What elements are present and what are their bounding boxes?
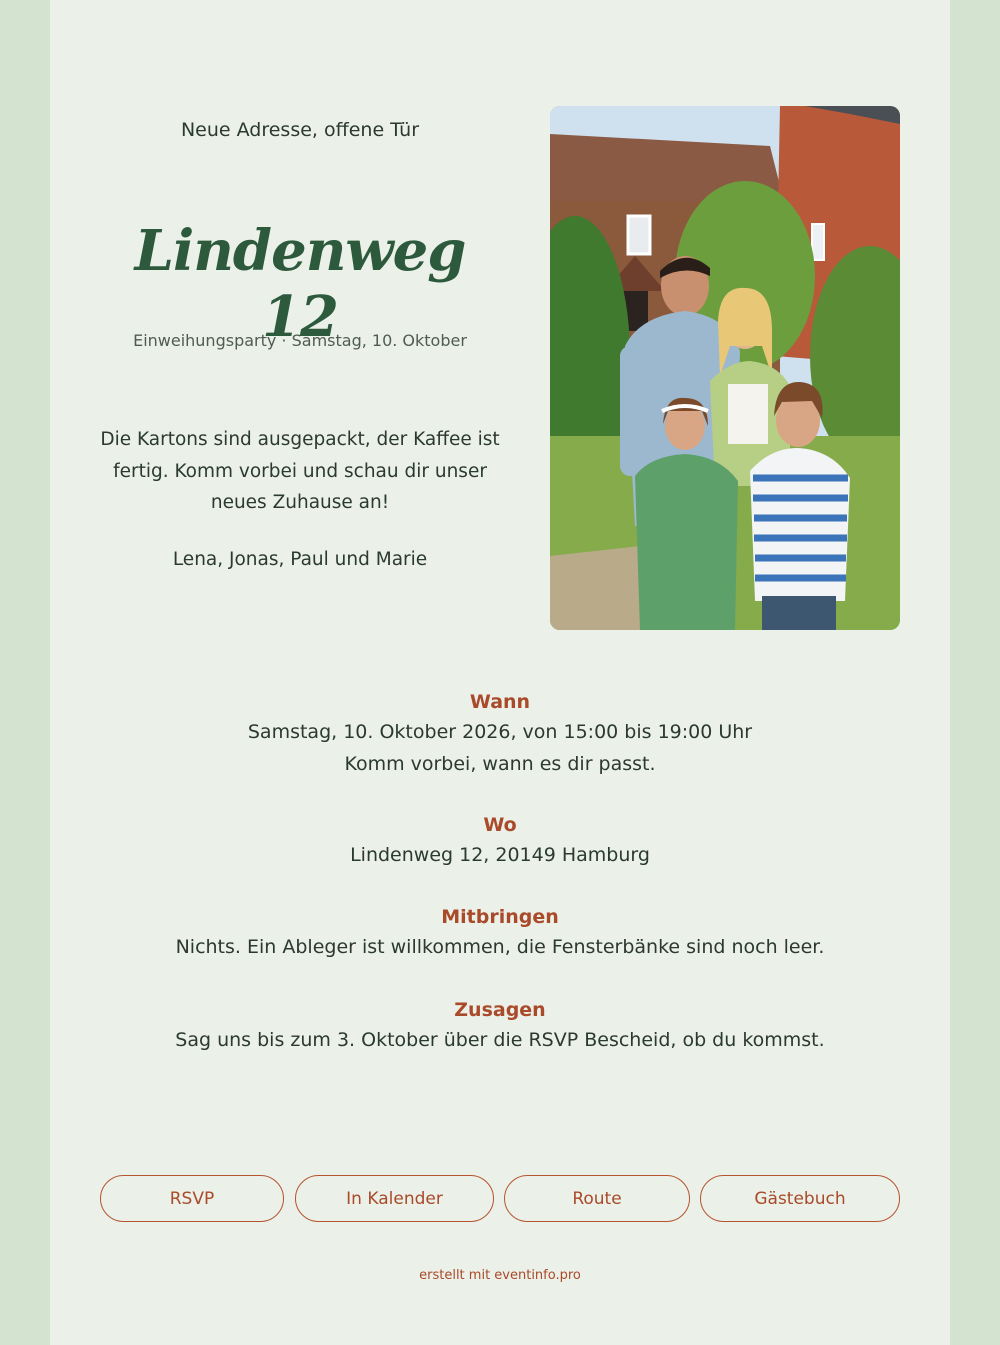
rsvp-section: [50, 996, 950, 1056]
where-heading: Wo: [483, 814, 517, 836]
footer-credit[interactable]: erstellt mit eventinfo.pro: [419, 1268, 581, 1283]
bring-text: Nichts. Ein Ableger ist willkommen, die Fensterbänke sind noch leer.: [175, 936, 825, 958]
when-note: Komm vorbei, wann es dir passt.: [344, 753, 656, 775]
hero-section: [50, 0, 950, 660]
bring-section: [50, 903, 950, 963]
add-to-calendar-button[interactable]: In Kalender: [295, 1175, 494, 1222]
where-section: [50, 811, 950, 871]
tagline: Neue Adresse, offene Tür: [180, 119, 420, 141]
when-heading: Wann: [469, 691, 531, 713]
host-names: Lena, Jonas, Paul und Marie: [172, 549, 428, 570]
rsvp-heading: Zusagen: [454, 999, 546, 1021]
event-subtitle: Einweihungsparty · Samstag, 10. Oktober: [133, 331, 467, 350]
when-datetime: Samstag, 10. Oktober 2026, von 15:00 bis 19:00 Uhr: [247, 721, 753, 743]
family-photo: [550, 106, 900, 630]
intro-text: Die Kartons sind ausgepackt, der Kaffee ist fertig. Komm vorbei und schau dir unser neues Zuhause an!: [100, 429, 500, 513]
guestbook-button[interactable]: Gästebuch: [700, 1175, 900, 1222]
rsvp-button[interactable]: RSVP: [100, 1175, 284, 1222]
page-title: Lindenweg 12: [134, 218, 466, 350]
when-section: [50, 688, 950, 780]
bring-heading: Mitbringen: [441, 906, 559, 928]
route-button[interactable]: Route: [504, 1175, 690, 1222]
rsvp-text: Sag uns bis zum 3. Oktober über die RSVP Bescheid, ob du kommst.: [175, 1029, 825, 1051]
where-address: Lindenweg 12, 20149 Hamburg: [350, 844, 650, 866]
action-buttons: [100, 1175, 900, 1223]
invitation-card: [50, 0, 950, 1345]
